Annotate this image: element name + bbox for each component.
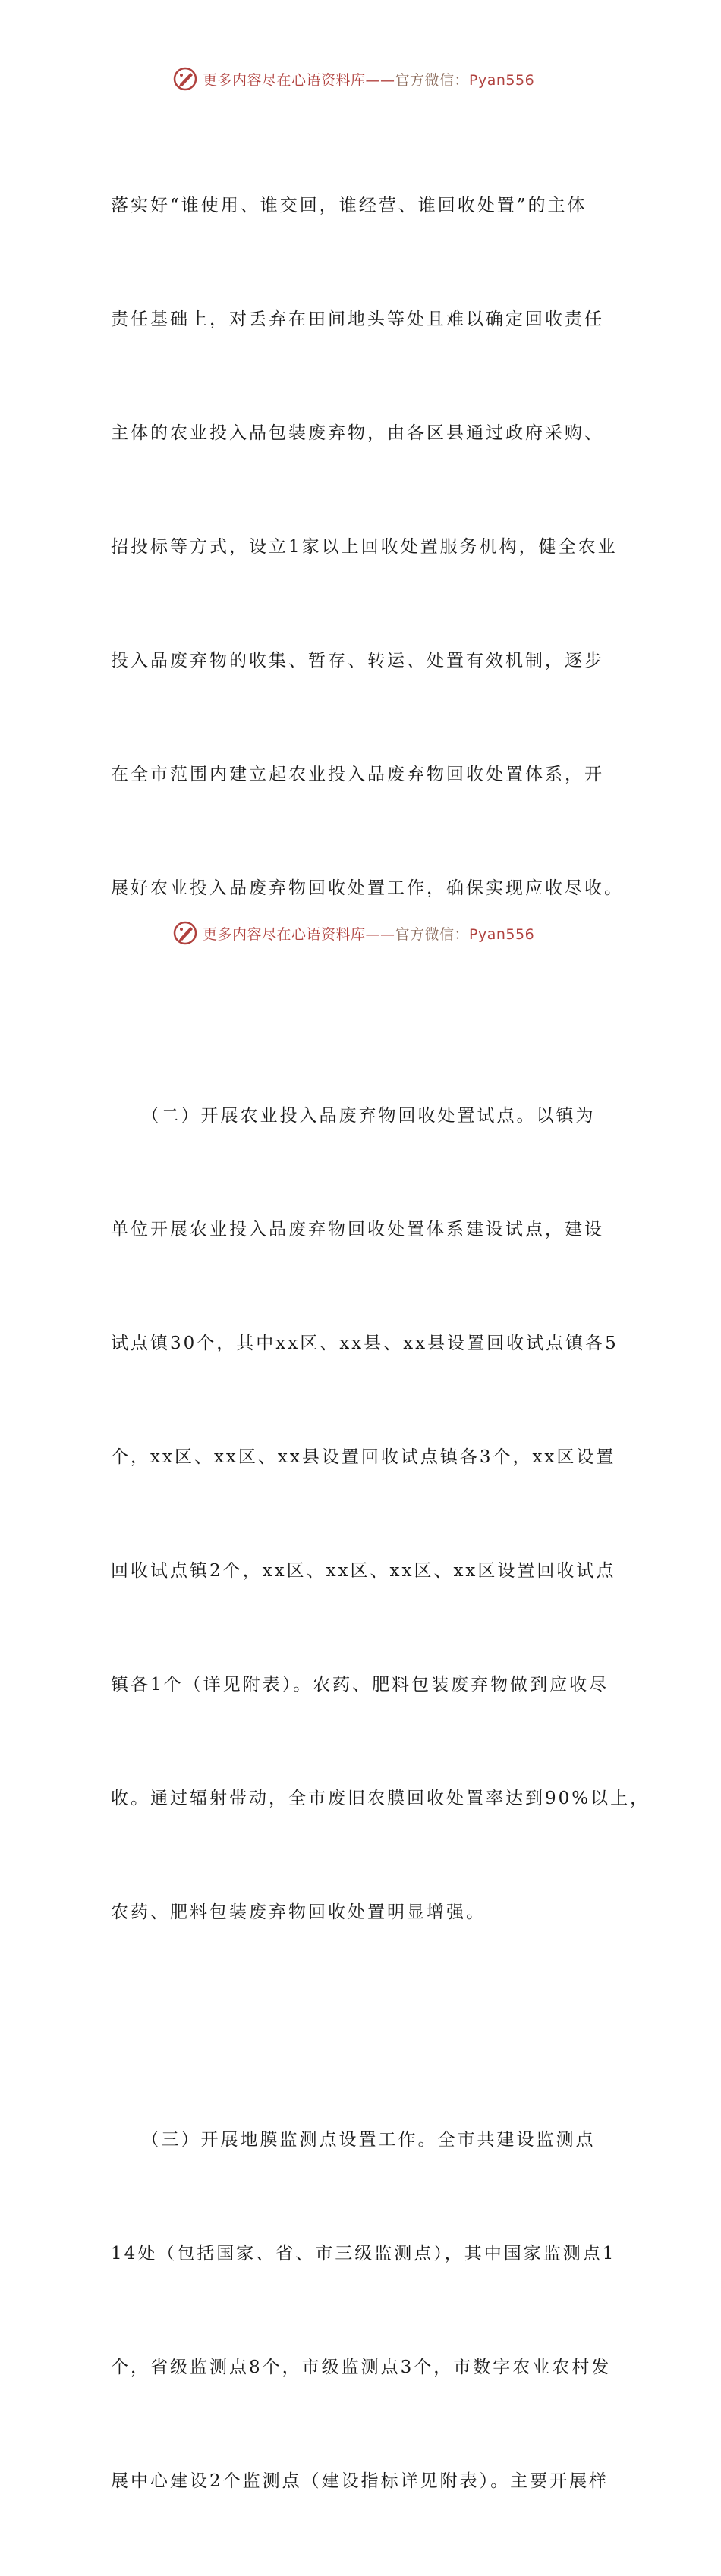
paragraph-1 [111, 111, 624, 983]
text-line: 个，省级监测点8个，市级监测点3个，市数字农业农村发 [111, 2358, 612, 2377]
watermark-id: Pyan556 [469, 71, 535, 89]
header-watermark [172, 64, 534, 94]
text-line: 在全市范围内建立起农业投入品废弃物回收处置体系，开 [111, 765, 604, 784]
watermark-main: 更多内容尽在心语资料库 [203, 925, 366, 943]
text-line: 农药、肥料包装废弃物回收处置明显增强。 [111, 1902, 486, 1922]
watermark-id: Pyan556 [469, 925, 535, 943]
text-line: 个，xx区、xx区、xx县设置回收试点镇各3个，xx区设置 [111, 1447, 616, 1467]
text-line: 展好农业投入品废弃物回收处置工作，确保实现应收尽收。 [111, 878, 624, 898]
pen-seal-icon [172, 920, 198, 946]
watermark-text [203, 69, 534, 90]
document-body [111, 111, 650, 2576]
text-line: （三）开展地膜监测点设置工作。全市共建设监测点 [111, 2130, 596, 2150]
text-line: 招投标等方式，设立1家以上回收处置服务机构，健全农业 [111, 537, 618, 557]
text-line: 落实好“谁使用、谁交回，谁经营、谁回收处置”的主体 [111, 196, 587, 215]
pen-seal-icon [172, 66, 198, 92]
text-line: 投入品废弃物的收集、暂存、转运、处置有效机制，逐步 [111, 651, 604, 671]
text-line: 14处（包括国家、省、市三级监测点），其中国家监测点1 [111, 2244, 616, 2263]
text-line: 展中心建设2个监测点（建设指标详见附表）。主要开展样 [111, 2471, 609, 2491]
text-line: 试点镇30个，其中xx区、xx县、xx县设置回收试点镇各5 [111, 1334, 619, 1353]
text-line: 主体的农业投入品包装废弃物，由各区县通过政府采购、 [111, 423, 604, 443]
watermark-text [203, 923, 534, 944]
watermark-sub: 官方微信： [395, 71, 470, 89]
watermark-dash: —— [365, 71, 395, 89]
watermark-sub: 官方微信： [395, 925, 470, 943]
text-line: 回收试点镇2个，xx区、xx区、xx区、xx区设置回收试点 [111, 1561, 616, 1581]
watermark-main: 更多内容尽在心语资料库 [203, 71, 366, 89]
text-line: 责任基础上，对丢弃在田间地头等处且难以确定回收责任 [111, 309, 604, 329]
text-line: 单位开展农业投入品废弃物回收处置体系建设试点，建设 [111, 1220, 604, 1239]
footer-watermark [172, 918, 534, 948]
paragraph-2 [111, 1021, 650, 2007]
paragraph-3 [111, 2045, 616, 2576]
text-line: 收。通过辐射带动，全市废旧农膜回收处置率达到90%以上， [111, 1789, 650, 1808]
text-line: 镇各1个（详见附表）。农药、肥料包装废弃物做到应收尽 [111, 1675, 609, 1695]
text-line: （二）开展农业投入品废弃物回收处置试点。以镇为 [111, 1106, 596, 1126]
watermark-dash: —— [365, 925, 395, 943]
